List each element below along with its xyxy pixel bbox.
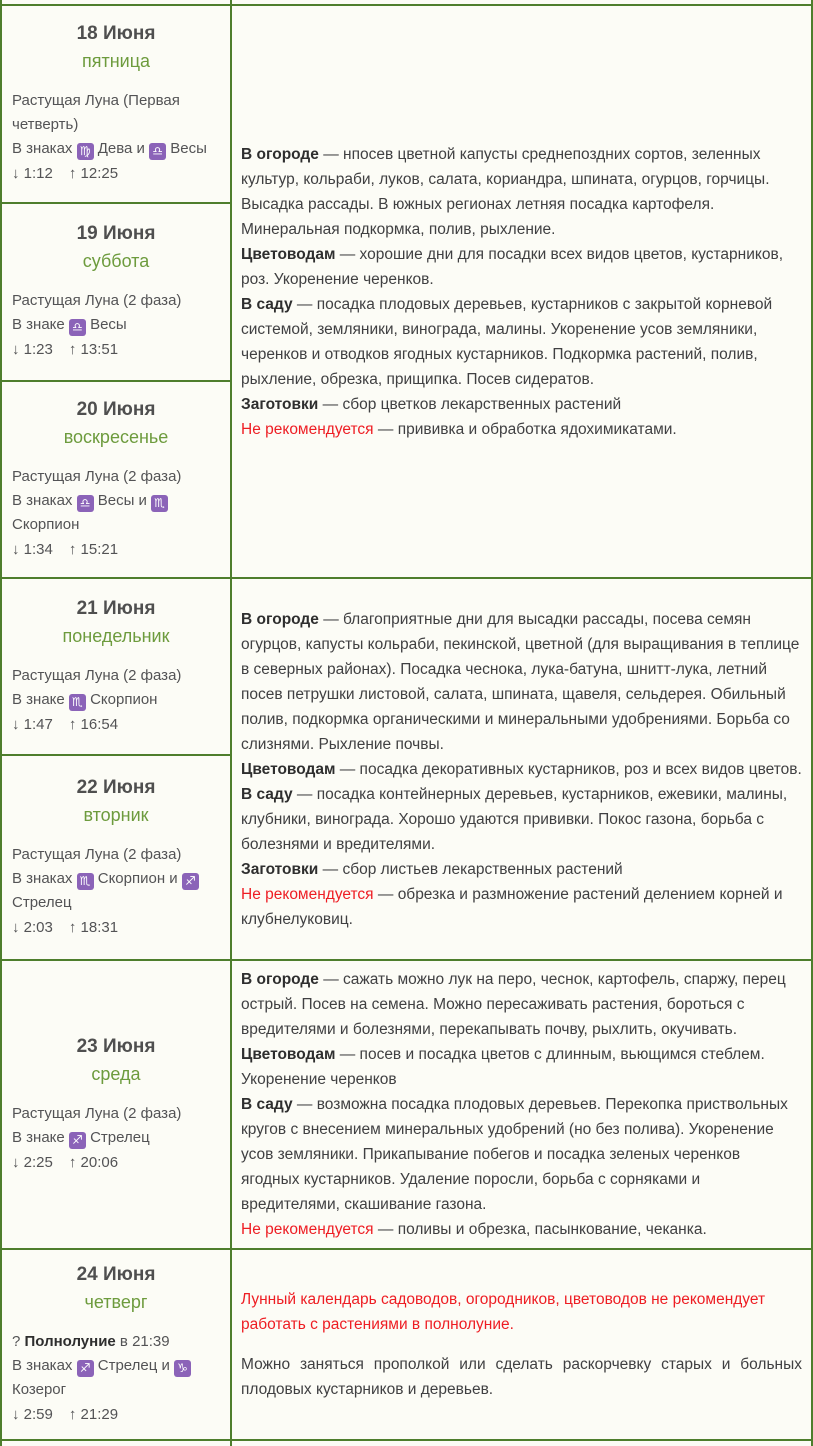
advice-paragraph [241, 1217, 802, 1242]
calendar-row-23-june [1, 960, 812, 1249]
day-cell-23-june [1, 960, 231, 1249]
scorpio-icon: ♏ [69, 694, 86, 711]
lead-label: Цветоводам [241, 245, 336, 263]
day-weekday: среда [91, 1063, 141, 1084]
advice-paragraph [241, 1042, 802, 1092]
scorpio-icon: ♏ [151, 495, 168, 512]
text-segment: ↑ 13:51 [68, 341, 119, 358]
text-segment: — сажать можно лук на перо, чеснок, картофель, спаржу, перец острый. Посев на семена. Можно пересаживать растения, бороться с вредителями и болезнями, перекапывать почву, рыхлить, окучивать. [241, 971, 786, 1038]
moon-detail-line [12, 664, 220, 688]
moonset-moonrise-times [12, 1403, 220, 1427]
text-segment: ↓ 2:25 [12, 1153, 53, 1171]
advice-paragraph [241, 392, 802, 417]
text-segment: В знаке [12, 1128, 69, 1146]
calendar-row-18-june [1, 5, 812, 203]
moon-detail-line [12, 489, 220, 537]
day-weekday: понедельник [62, 625, 170, 646]
text-segment: Козерог [12, 1380, 67, 1398]
day-weekday: вторник [83, 804, 149, 825]
moon-detail-line [12, 1354, 220, 1402]
text-segment: — хорошие дни для посадки всех видов цветов, кустарников, роз. Укоренение черенков. [241, 245, 783, 288]
text-segment: Дева и [93, 140, 150, 157]
advice-paragraph [241, 1287, 802, 1337]
text-segment: ↓ 2:03 [12, 918, 53, 936]
day-date: 23 Июня [76, 1035, 156, 1057]
lead-label: В огороде [241, 971, 319, 988]
advice-paragraph [241, 417, 802, 442]
text-segment: Весы и [93, 491, 152, 509]
moon-detail-line [12, 688, 220, 712]
libra-icon: ♎ [149, 143, 166, 160]
day-date: 20 Июня [76, 398, 156, 420]
day-weekday: четверг [84, 1291, 148, 1312]
day-weekday: пятница [81, 51, 151, 71]
advice-paragraph [241, 292, 802, 392]
advice-cell-block-2 [231, 960, 812, 1249]
scorpio-icon: ♏ [77, 873, 94, 890]
text-segment: В знаке [12, 316, 69, 333]
cropped-cell [1, 1440, 231, 1446]
moonset-moonrise-times [12, 338, 220, 362]
libra-icon: ♎ [69, 319, 86, 336]
lead-label: В саду [241, 1096, 293, 1113]
text-segment: ↑ 21:29 [68, 1405, 119, 1423]
text-segment: ? [12, 1332, 25, 1350]
warning-text: Не рекомендуется [241, 1221, 374, 1238]
text-segment: Стрелец [85, 1128, 150, 1146]
advice-paragraph [241, 1352, 802, 1402]
moonset-moonrise-times [12, 1151, 220, 1175]
sagittarius-icon: ♐ [77, 1360, 94, 1377]
advice-paragraph [241, 882, 802, 932]
text-segment: Скорпион и [93, 869, 182, 887]
warning-text: Не рекомендуется [241, 885, 374, 903]
sagittarius-icon: ♐ [69, 1132, 86, 1149]
day-cell-18-june [1, 5, 231, 203]
text-segment: Растущая Луна (2 фаза) [12, 666, 182, 684]
text-segment: Весы [166, 140, 207, 157]
moonset-moonrise-times [12, 538, 220, 562]
moon-detail-line [12, 1126, 220, 1150]
warning-text: Лунный календарь садоводов, огородников, цветоводов не рекомендует работать с растениями в полнолуние. [241, 1291, 766, 1333]
text-segment: Стрелец и [93, 1356, 175, 1374]
text-segment: В знаках [12, 1356, 77, 1374]
text-segment: ↑ 18:31 [68, 918, 119, 936]
advice-paragraph [241, 607, 802, 757]
advice-cell-block-1 [231, 578, 812, 960]
calendar-row-24-june [1, 1249, 812, 1440]
moon-detail-line [12, 867, 220, 915]
text-segment: — посадка плодовых деревьев, кустарников с закрытой корневой системой, земляники, винограда, малины. Укоренение усов земляники, черенков и отводков ягодных кустарников. Подкормка растений, полив, рыхление, обрезка, прищипка. Посев сидератов. [241, 295, 773, 388]
text-segment: — обрезка и размножение растений делением корней и клубнелуковиц. [241, 885, 783, 928]
day-date: 18 Июня [76, 23, 156, 44]
text-segment: — посадка декоративных кустарников, роз и всех видов цветов. [335, 760, 802, 778]
text-segment: в 21:39 [115, 1332, 170, 1350]
text-segment: ↑ 20:06 [68, 1153, 119, 1171]
text-segment: — прививка и обработка ядохимикатами. [373, 420, 677, 438]
moon-detail-line [12, 313, 220, 337]
lead-label: В саду [241, 295, 293, 313]
text-segment: Растущая Луна (Первая четверть) [12, 92, 180, 133]
sagittarius-icon: ♐ [182, 873, 199, 890]
lead-label: В огороде [241, 145, 319, 163]
text-segment: Скорпион [85, 690, 158, 708]
text-segment: ↓ 1:12 [12, 165, 53, 182]
day-date: 24 Июня [76, 1263, 156, 1285]
day-cell-19-june [1, 203, 231, 381]
text-segment: — посев и посадка цветов с длинным, вьющимся стеблем. Укоренение черенков [241, 1046, 765, 1088]
virgo-icon: ♍ [77, 143, 94, 160]
lead-label: Цветоводам [241, 760, 336, 778]
text-segment: ↑ 12:25 [68, 165, 119, 182]
advice-cell-block-0 [231, 5, 812, 578]
moon-detail-line [12, 89, 220, 137]
moon-detail-line [12, 843, 220, 867]
day-weekday: воскресенье [63, 426, 169, 447]
day-date: 22 Июня [76, 776, 156, 798]
text-segment: — поливы и обрезка, пасынкование, чеканка. [373, 1221, 707, 1238]
text-segment: — возможна посадка плодовых деревьев. Перекопка приствольных кругов с внесением минеральных удобрений (но без полива). Укоренение усов земляники. Прикапывание побегов и посадка зеленых черенков ягодных кустарников. Удаление поросли, борьба с сорняками и вредителями, скашивание газона. [241, 1096, 788, 1213]
text-segment: — сбор листьев лекарственных растений [318, 860, 623, 878]
text-segment: Растущая Луна (2 фаза) [12, 467, 182, 485]
moonset-moonrise-times [12, 162, 220, 186]
text-segment: Можно заняться прополкой или сделать раскорчевку старых и больных плодовых кустарников и деревьев. [241, 1356, 802, 1398]
day-cell-20-june [1, 381, 231, 578]
text-segment: ↓ 2:59 [12, 1405, 53, 1423]
text-segment: — благоприятные дни для высадки рассады, посева семян огурцов, капусты кольраби, пекинской, цветной (для выращивания в теплице в северных районах). Посадка чеснока, лука-батуна, шнитт-лука, летний посев петрушки листовой, салата, шпината, щавеля, сельдерея. Обильный полив, подкормка органическими и минеральными удобрениями. Борьба со слизнями. Рыхление почвы. [241, 610, 800, 753]
lead-label: Заготовки [241, 860, 319, 878]
advice-paragraph [241, 967, 802, 1042]
lead-label: Заготовки [241, 395, 319, 413]
text-segment: В знаках [12, 491, 77, 509]
text-segment: ↓ 1:34 [12, 540, 53, 558]
lead-label: В огороде [241, 610, 319, 628]
text-segment: В знаке [12, 690, 69, 708]
text-segment: ↓ 1:47 [12, 715, 53, 733]
day-cell-24-june [1, 1249, 231, 1440]
text-segment: ↓ 1:23 [12, 341, 53, 358]
day-cell-21-june [1, 578, 231, 755]
text-segment: — сбор цветков лекарственных растений [318, 395, 622, 413]
moon-detail-line [12, 289, 220, 313]
warning-text: Не рекомендуется [241, 420, 374, 438]
text-segment: Весы [85, 316, 127, 333]
day-date: 19 Июня [76, 223, 156, 244]
moon-detail-line [12, 137, 220, 161]
capricorn-icon: ♑ [174, 1360, 191, 1377]
text-segment: Стрелец [12, 893, 72, 911]
advice-paragraph [241, 142, 802, 242]
text-segment: В знаках [12, 869, 77, 887]
advice-paragraph [241, 757, 802, 782]
text-segment: В знаках [12, 140, 77, 157]
text-segment: Растущая Луна (2 фаза) [12, 845, 182, 863]
text-segment: — нпосев цветной капусты среднепоздних сортов, зеленных культур, кольраби, луков, салата, кориандра, шпината, огурцов, горчицы. Высадка рассады. В южных регионах летняя посадка картофеля. Минеральная подкормка, полив, рыхление. [241, 145, 770, 238]
text-segment: Растущая Луна (2 фаза) [12, 1104, 182, 1122]
day-weekday: суббота [82, 251, 150, 271]
moonset-moonrise-times [12, 713, 220, 737]
moonset-moonrise-times [12, 916, 220, 940]
lead-label: Цветоводам [241, 1046, 336, 1063]
moon-detail-line [12, 1102, 220, 1126]
advice-paragraph [241, 782, 802, 857]
text-segment: — посадка контейнерных деревьев, кустарников, ежевики, малины, клубники, винограда. Хорошо удаются прививки. Покос газона, борьба с болезнями и вредителями. [241, 785, 788, 853]
cropped-row [1, 1440, 812, 1446]
day-date: 21 Июня [76, 597, 156, 619]
text-segment: Скорпион [12, 515, 80, 533]
advice-paragraph [241, 857, 802, 882]
text-segment: Растущая Луна (2 фаза) [12, 292, 182, 309]
advice-cell-block-3 [231, 1249, 812, 1440]
moon-detail-line [12, 1330, 220, 1354]
calendar-body [1, 0, 812, 1446]
text-segment: ↑ 15:21 [68, 540, 119, 558]
cropped-cell [231, 1440, 812, 1446]
text-segment: ↑ 16:54 [68, 715, 119, 733]
advice-paragraph [241, 242, 802, 292]
calendar-row-21-june [1, 578, 812, 755]
day-cell-22-june [1, 755, 231, 960]
lead-label: Полнолуние [24, 1332, 116, 1350]
libra-icon: ♎ [77, 495, 94, 512]
advice-paragraph [241, 1092, 802, 1217]
moon-detail-line [12, 465, 220, 489]
lead-label: В саду [241, 785, 293, 803]
